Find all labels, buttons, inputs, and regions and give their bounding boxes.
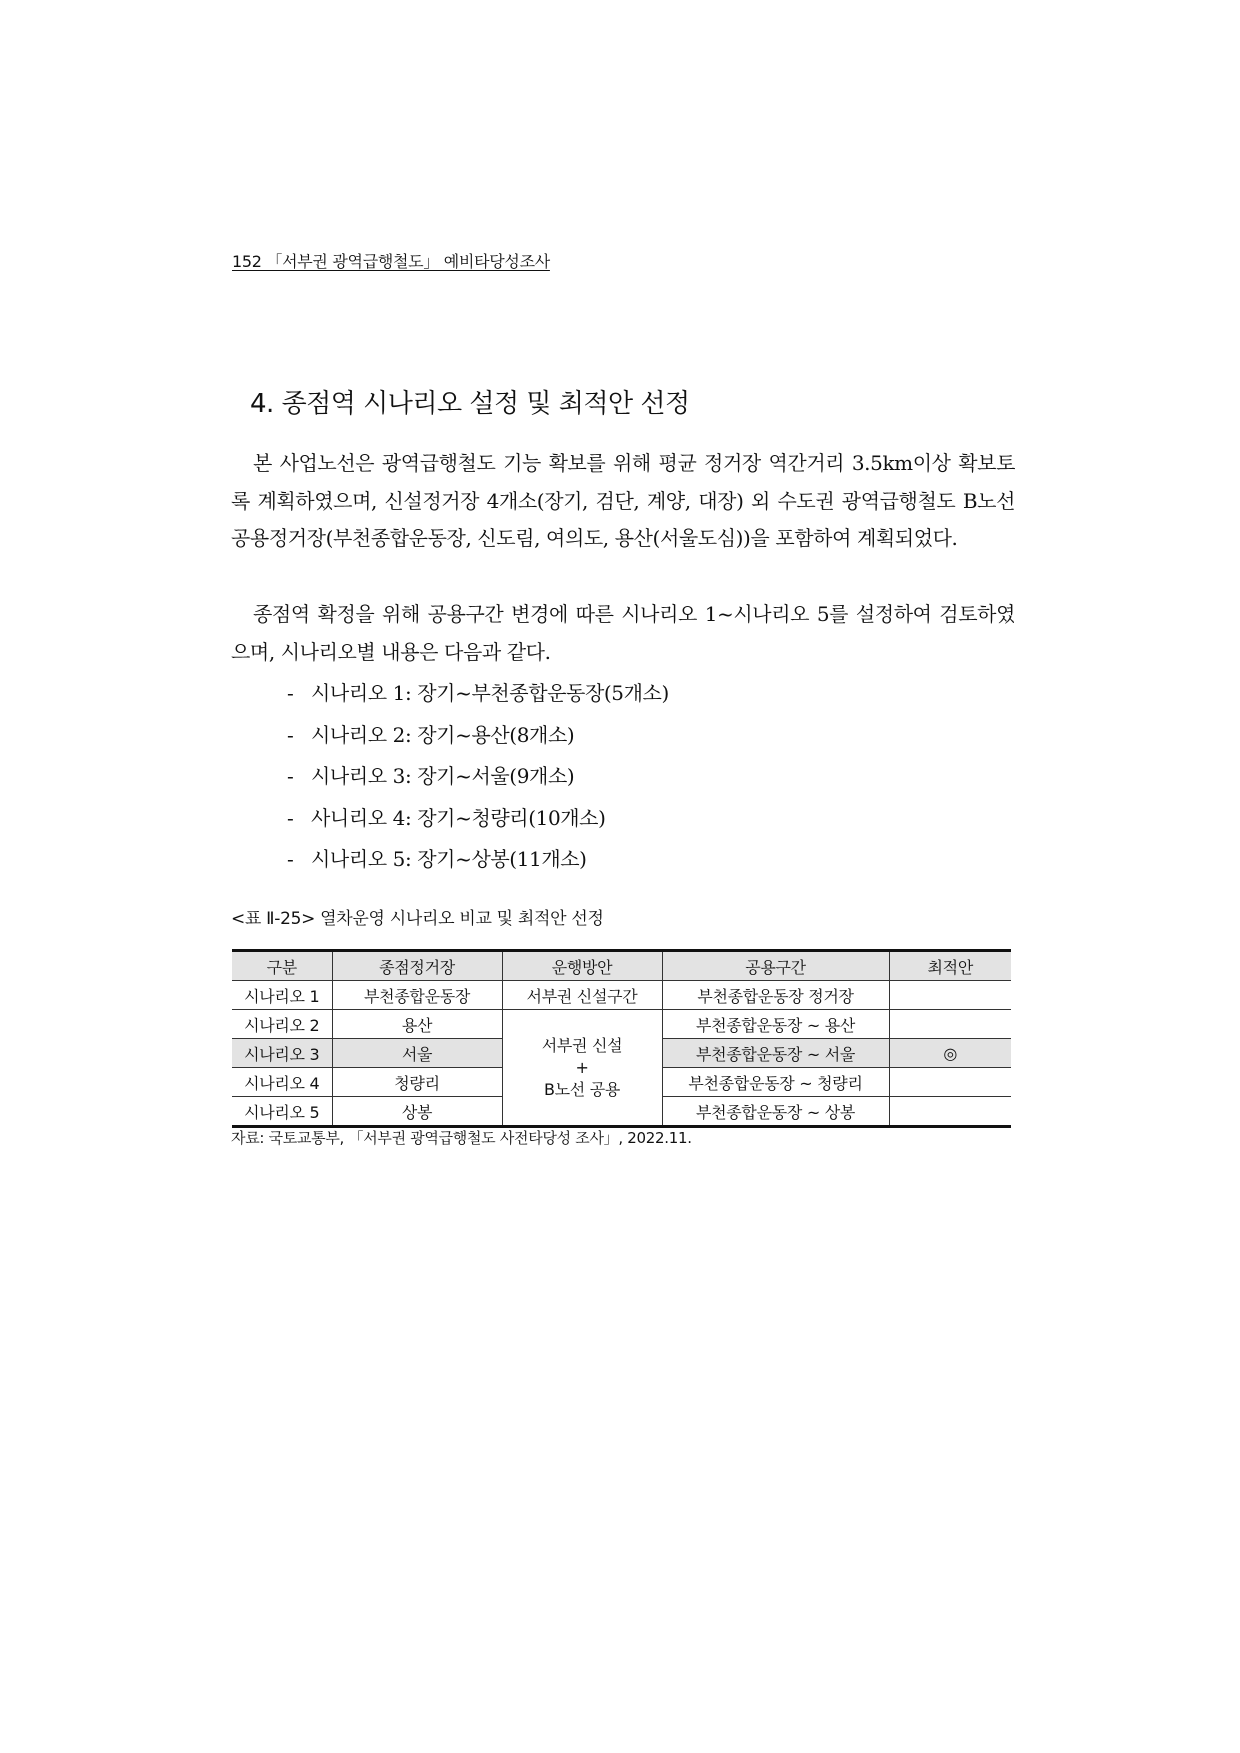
shared-section-cell: 부천종합운동장 ~ 청량리 xyxy=(662,1068,889,1097)
optimal-cell xyxy=(889,1097,1011,1127)
source-note: 자료: 국토교통부, 「서부권 광역급행철도 사전타당성 조사」, 2022.11. xyxy=(231,1129,692,1147)
scenario-comparison-table xyxy=(232,949,1011,1128)
terminal-cell: 청량리 xyxy=(332,1068,502,1097)
shared-section-cell: 부천종합운동장 ~ 용산 xyxy=(662,1010,889,1039)
list-marker: - xyxy=(287,847,294,872)
header-cell-category: 구분 xyxy=(232,951,332,981)
header-cell-shared-section: 공용구간 xyxy=(662,951,889,981)
header-cell-terminal: 종점정거장 xyxy=(332,951,502,981)
list-item xyxy=(287,673,669,715)
scenario-text: 시나리오 2: 장기~용산(8개소) xyxy=(311,722,575,747)
list-marker: - xyxy=(287,764,294,789)
row-label: 시나리오 1 xyxy=(232,981,332,1010)
body-paragraph-2: 종점역 확정을 위해 공용구간 변경에 따른 시나리오 1~시나리오 5를 설정하여 검토하였으며, 시나리오별 내용은 다음과 같다. xyxy=(231,602,1015,664)
table-row xyxy=(232,1010,1011,1039)
header-cell-operation: 운행방안 xyxy=(502,951,662,981)
row-label: 시나리오 3 xyxy=(232,1039,332,1068)
list-item xyxy=(287,756,669,798)
shared-section-cell: 부천종합운동장 ~ 서울 xyxy=(662,1039,889,1068)
operation-cell: 서부권 신설구간 xyxy=(502,981,662,1010)
list-marker: - xyxy=(287,681,294,705)
terminal-cell: 부천종합운동장 xyxy=(332,981,502,1010)
merged-operation-line-1: 서부권 신설 xyxy=(541,1035,623,1055)
header-cell-optimal: 최적안 xyxy=(889,951,1011,981)
optimal-cell xyxy=(889,1068,1011,1097)
row-label: 시나리오 5 xyxy=(232,1097,332,1127)
list-marker: - xyxy=(287,722,294,747)
terminal-cell: 서울 xyxy=(332,1039,502,1068)
body-paragraph-1: 본 사업노선은 광역급행철도 기능 확보를 위해 평균 정거장 역간거리 3.5km이상 확보토록 계획하였으며, 신설정거장 4개소(장기, 검단, 계양, 대장) 외 수도권 광역급행철도 B노선 공용정거장(부천종합운동장, 신도림, 여의도, 용산(서울도심))을 포함하여 계획되었다. xyxy=(231,451,1015,550)
merged-operation-cell xyxy=(502,1010,662,1127)
terminal-cell: 용산 xyxy=(332,1010,502,1039)
row-label: 시나리오 2 xyxy=(232,1010,332,1039)
optimal-cell xyxy=(889,1010,1011,1039)
optimal-mark-icon: ◎ xyxy=(889,1039,1011,1068)
list-item xyxy=(287,715,669,757)
scenario-text: 시나리오 1: 장기~부천종합운동장(5개소) xyxy=(311,681,669,705)
running-header: 152 「서부권 광역급행철도」 예비타당성조사 xyxy=(232,252,550,271)
merged-operation-plus: + xyxy=(575,1057,589,1077)
optimal-cell xyxy=(889,981,1011,1010)
shared-section-cell: 부천종합운동장 정거장 xyxy=(662,981,889,1010)
table-caption: <표 Ⅱ-25> 열차운영 시나리오 비교 및 최적안 선정 xyxy=(231,909,604,929)
list-marker: - xyxy=(287,805,294,830)
row-label: 시나리오 4 xyxy=(232,1068,332,1097)
list-item xyxy=(287,798,669,840)
merged-operation-line-3: B노선 공용 xyxy=(543,1079,621,1099)
scenario-text: 사니리오 4: 장기~청량리(10개소) xyxy=(311,805,606,830)
scenario-list xyxy=(287,673,669,881)
terminal-cell: 상봉 xyxy=(332,1097,502,1127)
section-heading: 4. 종점역 시나리오 설정 및 최적안 선정 xyxy=(250,389,690,419)
scenario-text: 시나리오 5: 장기~상봉(11개소) xyxy=(311,847,587,872)
list-item xyxy=(287,839,669,881)
scenario-text: 시나리오 3: 장기~서울(9개소) xyxy=(311,764,575,789)
table-row xyxy=(232,981,1011,1010)
shared-section-cell: 부천종합운동장 ~ 상봉 xyxy=(662,1097,889,1127)
table-header-row xyxy=(232,951,1011,981)
